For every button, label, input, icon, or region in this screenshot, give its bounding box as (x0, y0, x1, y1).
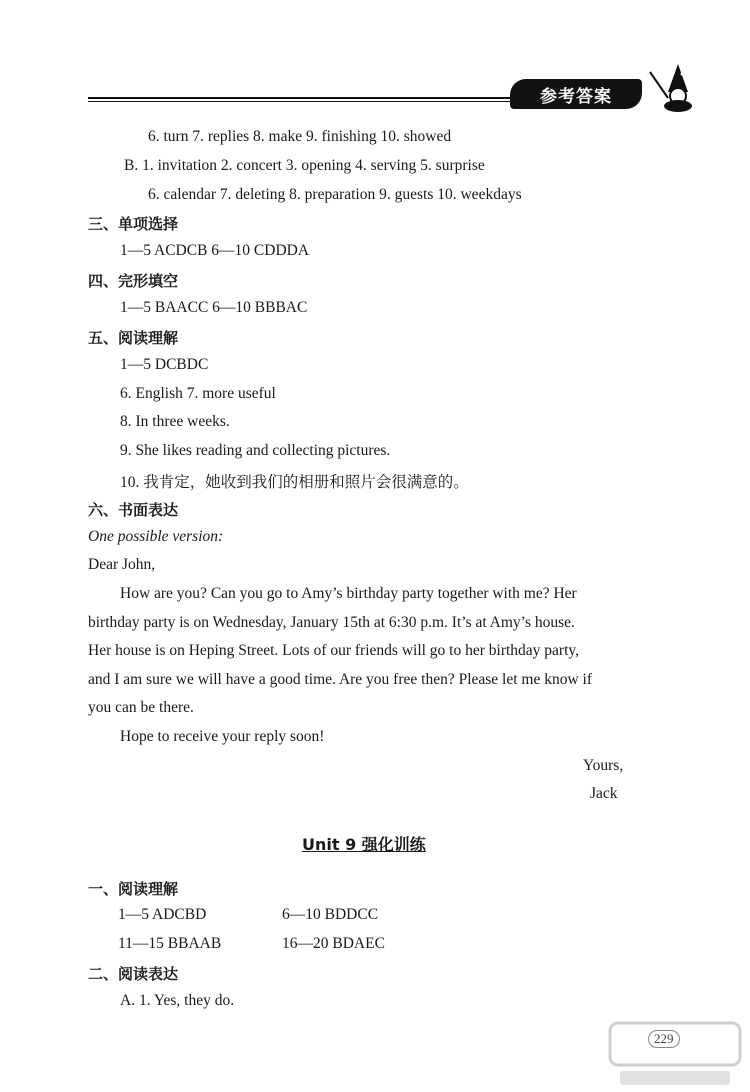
answer-line: A. 1. Yes, they do. (120, 992, 235, 1009)
answer-line: 1—5 BAACC 6—10 BBBAC (120, 299, 308, 316)
page-number: 229 (648, 1030, 680, 1048)
answer-line: 1—5 DCBDC (120, 356, 209, 373)
answer-line: 11—15 BBAAB (118, 935, 222, 952)
answer-line: 1—5 ADCBD (118, 906, 207, 923)
section-title: 五、阅读理解 (88, 329, 179, 347)
wizard-mascot-icon (648, 62, 698, 112)
letter-greeting: Dear John, (88, 556, 156, 573)
letter-signature: Jack (590, 785, 618, 802)
version-label: One possible version: (88, 528, 224, 545)
letter-line: you can be there. (88, 699, 194, 716)
letter-line: and I am sure we will have a good time. Are you free then? Please let me know if (88, 671, 593, 688)
answer-line: 9. She likes reading and collecting pictures. (120, 442, 391, 459)
letter-line: birthday party is on Wednesday, January 15th at 6:30 p.m. It’s at Amy’s house. (88, 614, 575, 631)
answer-line: 6—10 BDDCC (282, 906, 379, 923)
section-title: 三、单项选择 (88, 215, 179, 233)
letter-closing: Yours, (583, 757, 624, 774)
answer-line: 6. turn 7. replies 8. make 9. finishing 10. showed (148, 128, 452, 145)
letter-line: Hope to receive your reply soon! (120, 728, 325, 745)
section-title: 二、阅读表达 (88, 965, 179, 983)
answer-line: 8. In three weeks. (120, 413, 230, 430)
section-title: 六、书面表达 (88, 501, 179, 519)
answer-line: 6. English 7. more useful (120, 385, 276, 402)
unit-title: Unit 9 强化训练 (302, 835, 426, 854)
section-title: 四、完形填空 (88, 272, 179, 290)
section-title: 一、阅读理解 (88, 880, 179, 898)
answer-line: 6. calendar 7. deleting 8. preparation 9. guests 10. weekdays (148, 186, 522, 203)
answer-line: 10. 我肯定，她收到我们的相册和照片会很满意的。 (120, 474, 469, 491)
answers-header-tab: 参考答案 (510, 79, 642, 109)
answer-line: 1—5 ACDCB 6—10 CDDDA (120, 242, 310, 259)
letter-line: How are you? Can you go to Amy’s birthday party together with me? Her (120, 585, 577, 602)
watermark-logo-icon (600, 1015, 750, 1092)
answer-line: 16—20 BDAEC (282, 935, 385, 952)
answer-line: B. 1. invitation 2. concert 3. opening 4. serving 5. surprise (124, 157, 485, 174)
letter-line: Her house is on Heping Street. Lots of our friends will go to her birthday party, (88, 642, 580, 659)
